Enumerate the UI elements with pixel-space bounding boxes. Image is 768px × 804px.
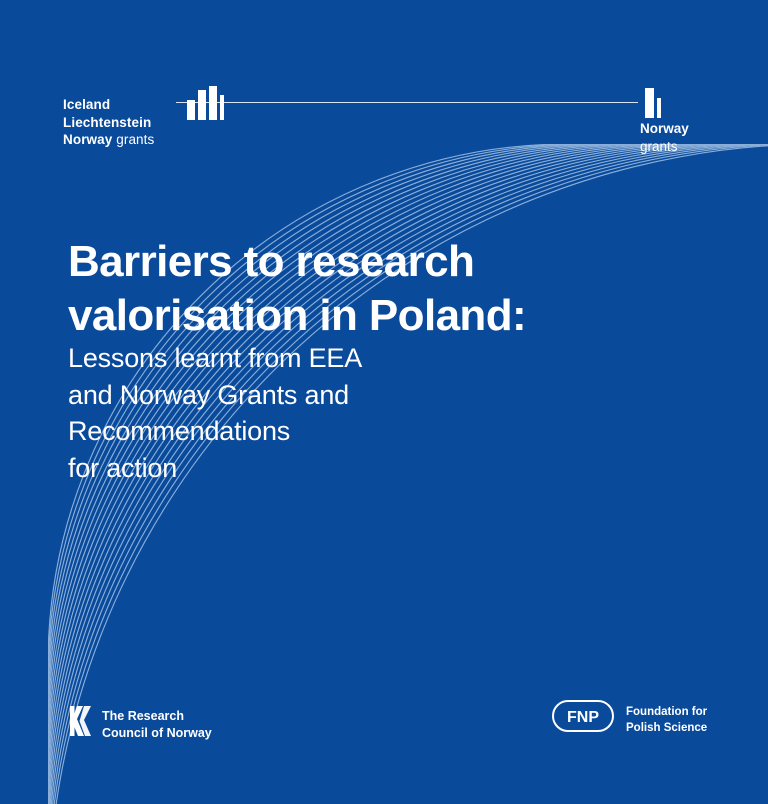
page-title-line-1: Barriers to research <box>68 237 475 287</box>
svg-text:FNP: FNP <box>567 709 599 726</box>
eea-grants-logo <box>63 96 154 149</box>
fnp-logo-icon <box>552 700 614 732</box>
eea-grants-bars-icon <box>187 86 233 120</box>
rcn-line-1: The Research <box>102 709 184 723</box>
research-council-of-norway-text <box>102 708 212 742</box>
page-subtitle <box>68 340 548 487</box>
page-subtitle-line-2: and Norway Grants and <box>68 379 349 410</box>
eea-logo-line-1: Iceland <box>63 97 111 112</box>
rcn-line-2: Council of Norway <box>102 725 212 740</box>
page-title-line-2: valorisation in Poland: <box>68 291 527 341</box>
norway-logo-line-2: grants <box>640 139 678 155</box>
research-council-of-norway-icon <box>70 706 92 736</box>
norway-logo-line-1: Norway <box>640 121 689 136</box>
header-divider <box>176 102 638 103</box>
eea-logo-line-2: Liechtenstein <box>63 114 152 130</box>
page-subtitle-line-1: Lessons learnt from EEA <box>68 343 363 373</box>
norway-grants-bar-icon <box>645 88 667 118</box>
header-logo-bar <box>0 82 768 162</box>
page-subtitle-line-3: Recommendations <box>68 416 291 447</box>
eea-logo-line-3: Norway <box>63 132 113 148</box>
norway-grants-logo <box>640 120 689 156</box>
eea-logo-grants-word: grants <box>116 132 155 148</box>
page-subtitle-line-4: for action <box>68 453 178 484</box>
page-title <box>68 235 688 342</box>
fnp-line-2: Polish Science <box>626 722 708 735</box>
fnp-logo-text <box>626 704 707 736</box>
fnp-line-1: Foundation for <box>626 706 708 718</box>
